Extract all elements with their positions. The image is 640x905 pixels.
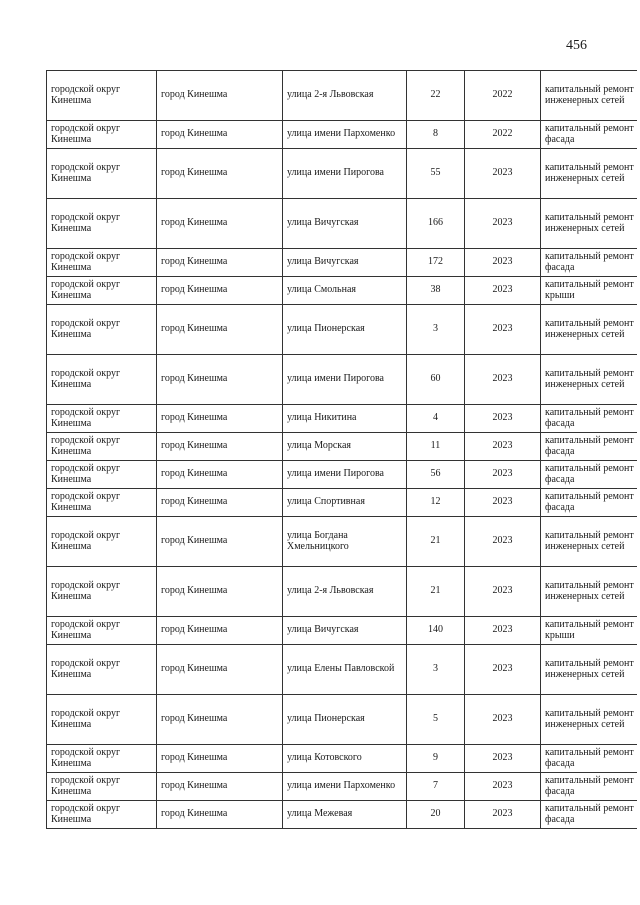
street-cell: улица Вичугская	[283, 199, 407, 249]
table-row	[47, 645, 637, 695]
street-cell: улица Вичугская	[283, 249, 407, 277]
street-cell: улица Вичугская	[283, 617, 407, 645]
district-cell: городской округ Кинешма	[47, 695, 157, 745]
street-cell: улица имени Пирогова	[283, 355, 407, 405]
city-cell: город Кинешма	[157, 121, 283, 149]
street-cell: улица Морская	[283, 433, 407, 461]
work-type-cell: капитальный ремонт фасада	[541, 249, 637, 277]
year-cell: 2023	[465, 567, 541, 617]
year-cell: 2023	[465, 645, 541, 695]
house-cell: 3	[407, 305, 465, 355]
year-cell: 2023	[465, 461, 541, 489]
house-cell: 20	[407, 801, 465, 829]
house-cell: 11	[407, 433, 465, 461]
year-cell: 2023	[465, 745, 541, 773]
table-row	[47, 617, 637, 645]
year-cell: 2023	[465, 305, 541, 355]
street-cell: улица имени Пархоменко	[283, 773, 407, 801]
year-cell: 2023	[465, 199, 541, 249]
work-type-cell: капитальный ремонт инженерных сетей	[541, 645, 637, 695]
house-cell: 4	[407, 405, 465, 433]
year-cell: 2023	[465, 517, 541, 567]
work-type-cell: капитальный ремонт фасада	[541, 489, 637, 517]
year-cell: 2022	[465, 121, 541, 149]
street-cell: улица Смольная	[283, 277, 407, 305]
year-cell: 2023	[465, 695, 541, 745]
city-cell: город Кинешма	[157, 199, 283, 249]
work-type-cell: капитальный ремонт инженерных сетей	[541, 199, 637, 249]
house-cell: 21	[407, 517, 465, 567]
house-cell: 166	[407, 199, 465, 249]
year-cell: 2023	[465, 149, 541, 199]
year-cell: 2023	[465, 773, 541, 801]
work-type-cell: капитальный ремонт фасада	[541, 745, 637, 773]
table-row	[47, 355, 637, 405]
city-cell: город Кинешма	[157, 461, 283, 489]
work-type-cell: капитальный ремонт инженерных сетей	[541, 567, 637, 617]
housing-repair-table	[46, 70, 637, 829]
city-cell: город Кинешма	[157, 567, 283, 617]
year-cell: 2023	[465, 617, 541, 645]
house-cell: 140	[407, 617, 465, 645]
district-cell: городской округ Кинешма	[47, 745, 157, 773]
district-cell: городской округ Кинешма	[47, 617, 157, 645]
street-cell: улица Никитина	[283, 405, 407, 433]
city-cell: город Кинешма	[157, 745, 283, 773]
work-type-cell: капитальный ремонт фасада	[541, 405, 637, 433]
year-cell: 2023	[465, 355, 541, 405]
district-cell: городской округ Кинешма	[47, 645, 157, 695]
city-cell: город Кинешма	[157, 517, 283, 567]
city-cell: город Кинешма	[157, 149, 283, 199]
city-cell: город Кинешма	[157, 773, 283, 801]
work-type-cell: капитальный ремонт инженерных сетей	[541, 71, 637, 121]
street-cell: улица имени Пархоменко	[283, 121, 407, 149]
year-cell: 2023	[465, 249, 541, 277]
street-cell: улица 2-я Львовская	[283, 567, 407, 617]
city-cell: город Кинешма	[157, 489, 283, 517]
district-cell: городской округ Кинешма	[47, 801, 157, 829]
street-cell: улица имени Пирогова	[283, 149, 407, 199]
work-type-cell: капитальный ремонт фасада	[541, 801, 637, 829]
city-cell: город Кинешма	[157, 305, 283, 355]
table-row	[47, 433, 637, 461]
district-cell: городской округ Кинешма	[47, 121, 157, 149]
house-cell: 55	[407, 149, 465, 199]
city-cell: город Кинешма	[157, 645, 283, 695]
work-type-cell: капитальный ремонт фасада	[541, 433, 637, 461]
year-cell: 2022	[465, 71, 541, 121]
district-cell: городской округ Кинешма	[47, 277, 157, 305]
house-cell: 8	[407, 121, 465, 149]
table-row	[47, 801, 637, 829]
street-cell: улица Пионерская	[283, 305, 407, 355]
work-type-cell: капитальный ремонт инженерных сетей	[541, 517, 637, 567]
district-cell: городской округ Кинешма	[47, 149, 157, 199]
city-cell: город Кинешма	[157, 801, 283, 829]
city-cell: город Кинешма	[157, 71, 283, 121]
page-number: 456	[566, 38, 587, 53]
district-cell: городской округ Кинешма	[47, 405, 157, 433]
table-row	[47, 773, 637, 801]
street-cell: улица имени Пирогова	[283, 461, 407, 489]
street-cell: улица Межевая	[283, 801, 407, 829]
work-type-cell: капитальный ремонт крыши	[541, 277, 637, 305]
street-cell: улица Елены Павловской	[283, 645, 407, 695]
table-row	[47, 121, 637, 149]
house-cell: 12	[407, 489, 465, 517]
year-cell: 2023	[465, 801, 541, 829]
district-cell: городской округ Кинешма	[47, 305, 157, 355]
district-cell: городской округ Кинешма	[47, 567, 157, 617]
work-type-cell: капитальный ремонт инженерных сетей	[541, 305, 637, 355]
work-type-cell: капитальный ремонт фасада	[541, 773, 637, 801]
street-cell: улица Котовского	[283, 745, 407, 773]
table-row	[47, 517, 637, 567]
work-type-cell: капитальный ремонт фасада	[541, 121, 637, 149]
city-cell: город Кинешма	[157, 249, 283, 277]
work-type-cell: капитальный ремонт фасада	[541, 461, 637, 489]
house-cell: 56	[407, 461, 465, 489]
district-cell: городской округ Кинешма	[47, 517, 157, 567]
house-cell: 5	[407, 695, 465, 745]
city-cell: город Кинешма	[157, 617, 283, 645]
house-cell: 60	[407, 355, 465, 405]
city-cell: город Кинешма	[157, 277, 283, 305]
district-cell: городской округ Кинешма	[47, 199, 157, 249]
house-cell: 38	[407, 277, 465, 305]
year-cell: 2023	[465, 433, 541, 461]
table-row	[47, 461, 637, 489]
street-cell: улица Пионерская	[283, 695, 407, 745]
house-cell: 3	[407, 645, 465, 695]
work-type-cell: капитальный ремонт инженерных сетей	[541, 695, 637, 745]
year-cell: 2023	[465, 277, 541, 305]
table-row	[47, 405, 637, 433]
city-cell: город Кинешма	[157, 405, 283, 433]
district-cell: городской округ Кинешма	[47, 773, 157, 801]
table-row	[47, 71, 637, 121]
house-cell: 21	[407, 567, 465, 617]
street-cell: улица 2-я Львовская	[283, 71, 407, 121]
district-cell: городской округ Кинешма	[47, 71, 157, 121]
year-cell: 2023	[465, 405, 541, 433]
house-cell: 7	[407, 773, 465, 801]
table-row	[47, 249, 637, 277]
house-cell: 22	[407, 71, 465, 121]
city-cell: город Кинешма	[157, 355, 283, 405]
table-row	[47, 149, 637, 199]
house-cell: 9	[407, 745, 465, 773]
table-row	[47, 277, 637, 305]
district-cell: городской округ Кинешма	[47, 433, 157, 461]
work-type-cell: капитальный ремонт инженерных сетей	[541, 149, 637, 199]
table-row	[47, 489, 637, 517]
table-row	[47, 745, 637, 773]
district-cell: городской округ Кинешма	[47, 461, 157, 489]
street-cell: улица Спортивная	[283, 489, 407, 517]
house-cell: 172	[407, 249, 465, 277]
city-cell: город Кинешма	[157, 695, 283, 745]
work-type-cell: капитальный ремонт крыши	[541, 617, 637, 645]
district-cell: городской округ Кинешма	[47, 489, 157, 517]
district-cell: городской округ Кинешма	[47, 355, 157, 405]
table-row	[47, 199, 637, 249]
street-cell: улица Богдана Хмельницкого	[283, 517, 407, 567]
city-cell: город Кинешма	[157, 433, 283, 461]
work-type-cell: капитальный ремонт инженерных сетей	[541, 355, 637, 405]
district-cell: городской округ Кинешма	[47, 249, 157, 277]
table-row	[47, 567, 637, 617]
year-cell: 2023	[465, 489, 541, 517]
table-row	[47, 695, 637, 745]
table-row	[47, 305, 637, 355]
